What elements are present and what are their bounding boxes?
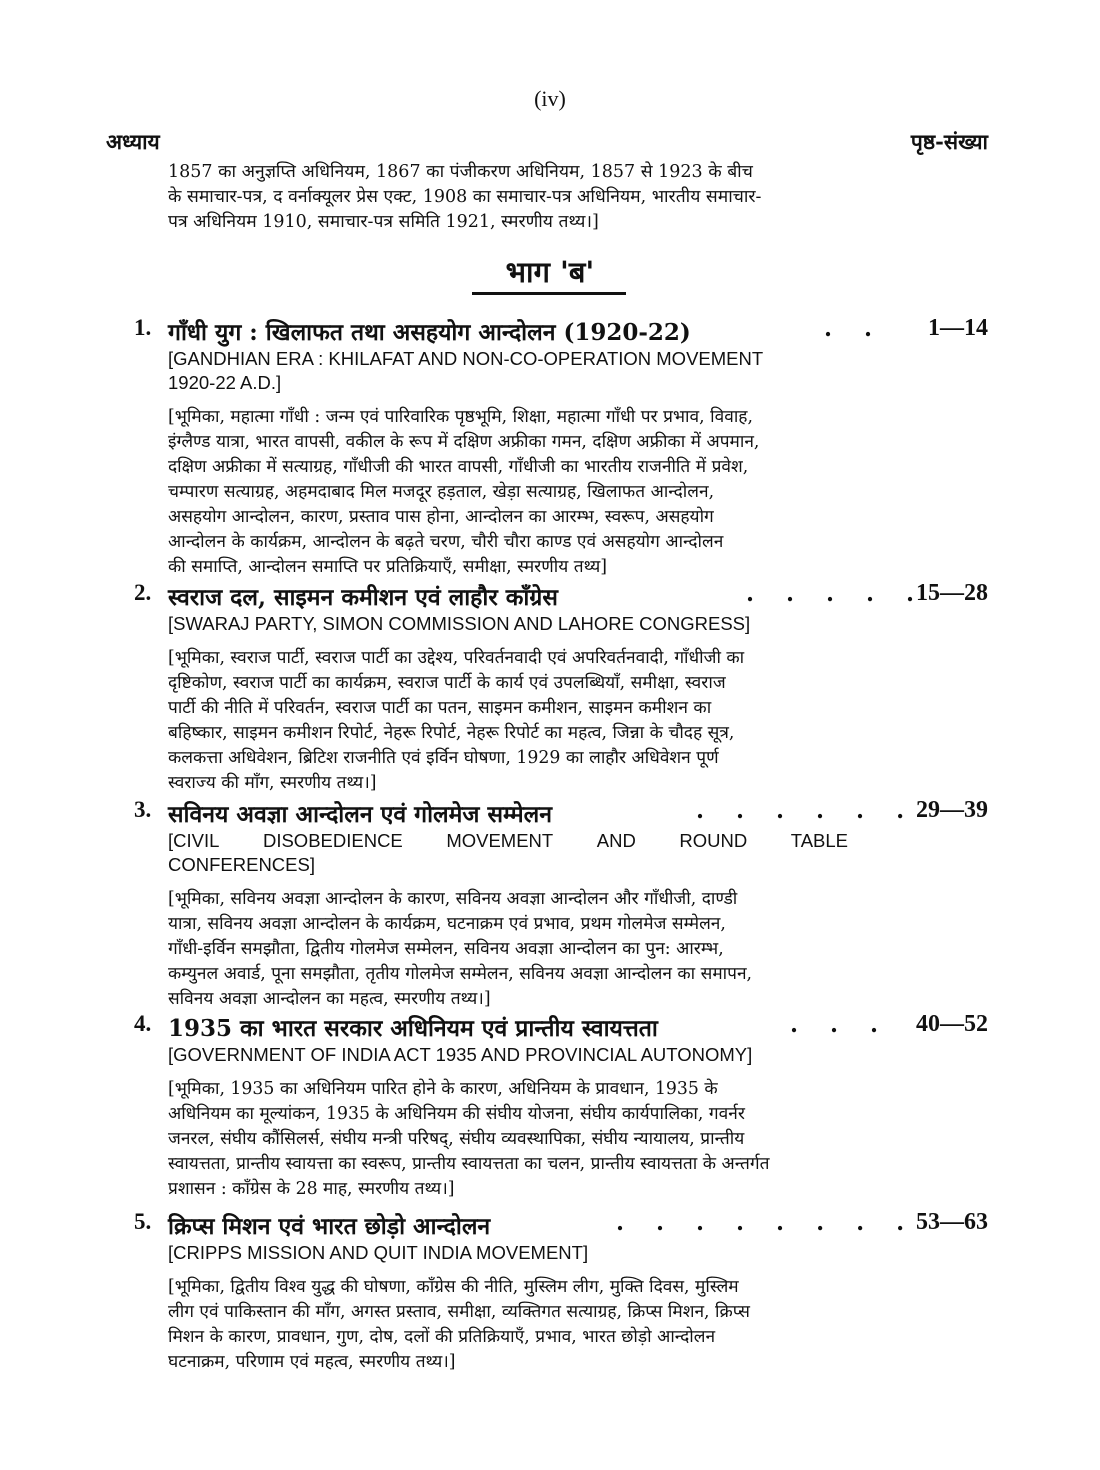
toc-entry-4[interactable] <box>134 1011 994 1202</box>
chapter-title: सविनय अवज्ञा आन्दोलन एवं गोलमेज सम्मेलन <box>168 801 553 828</box>
desc-line: घटनाक्रम, परिणाम एवं महत्व, स्मरणीय तथ्य।] <box>168 1352 456 1372</box>
english-line: [SWARAJ PARTY, SIMON COMMISSION AND LAHORE CONGRESS] <box>168 613 751 634</box>
desc-line: स्वराज्य की माँग, स्मरणीय तथ्य।] <box>168 773 377 793</box>
desc-line: प्रशासन : काँग्रेस के 28 माह, स्मरणीय तथ्य।] <box>168 1179 455 1199</box>
part-title-underline <box>472 292 626 295</box>
chapter-description <box>168 646 848 796</box>
chapter-description <box>168 1077 848 1202</box>
toc-entry-5[interactable] <box>134 1209 994 1375</box>
desc-line: आन्दोलन के कार्यक्रम, आन्दोलन के बढ़ते चरण, चौरी चौरा काण्ड एवं असहयोग आन्दोलन <box>168 532 724 552</box>
desc-line: कलकत्ता अधिवेशन, ब्रिटिश राजनीति एवं इर्विन घोषणा, 1929 का लाहौर अधिवेशन पूर्ण <box>168 748 719 768</box>
page-number-column-header: पृष्ठ-संख्या <box>910 129 988 154</box>
carryover-line: पत्र अधिनियम 1910, समाचार-पत्र समिति 1921, स्मरणीय तथ्य।] <box>168 212 599 232</box>
leader-dots: . . . . . <box>746 580 927 607</box>
desc-line: [भूमिका, 1935 का अधिनियम पारित होने के कारण, अधिनियम के प्रावधान, 1935 के <box>168 1079 718 1099</box>
chapter-number: 2. <box>134 580 152 605</box>
desc-line: स्वायत्तता, प्रान्तीय स्वायत्ता का स्वरूप, प्रान्तीय स्वायत्तता का चलन, प्रान्तीय स्वायत्तता के अन्तर्गत <box>168 1154 770 1174</box>
toc-entry-1[interactable] <box>134 315 994 580</box>
chapter-number: 1. <box>134 315 152 340</box>
leader-dots: . . <box>824 315 885 342</box>
desc-line: मिशन के कारण, प्रावधान, गुण, दोष, दलों की प्रतिक्रियाएँ, प्रभाव, भारत छोड़ो आन्दोलन <box>168 1327 716 1347</box>
carryover-text <box>168 160 848 235</box>
english-line: CONFERENCES] <box>168 854 315 875</box>
desc-line: दृष्टिकोण, स्वराज पार्टी का कार्यक्रम, स्वराज पार्टी के कार्य एवं उपलब्धियाँ, समीक्षा, स्वराज <box>168 673 726 693</box>
desc-line: [भूमिका, सविनय अवज्ञा आन्दोलन के कारण, सविनय अवज्ञा आन्दोलन और गाँधीजी, दाण्डी <box>168 889 738 909</box>
chapter-english-title <box>168 1241 848 1265</box>
part-title: भाग 'ब' <box>505 255 595 289</box>
desc-line: गाँधी-इर्विन समझौता, द्वितीय गोलमेज सम्मेलन, सविनय अवज्ञा आन्दोलन का पुन: आरम्भ, <box>168 939 724 959</box>
chapter-pages: 29—39 <box>916 797 988 823</box>
chapter-description <box>168 405 848 580</box>
desc-line: अधिनियम का मूल्यांकन, 1935 के अधिनियम की संघीय योजना, संघीय कार्यपालिका, गवर्नर <box>168 1104 745 1124</box>
desc-line: चम्पारण सत्याग्रह, अहमदाबाद मिल मजदूर हड़ताल, खेड़ा सत्याग्रह, खिलाफत आन्दोलन, <box>168 482 715 502</box>
chapter-pages: 1—14 <box>928 315 988 341</box>
desc-line: सविनय अवज्ञा आन्दोलन का महत्व, स्मरणीय तथ्य।] <box>168 989 491 1009</box>
desc-line: कम्युनल अवार्ड, पूना समझौता, तृतीय गोलमेज सम्मेलन, सविनय अवज्ञा आन्दोलन का समापन, <box>168 964 753 984</box>
desc-line: की समाप्ति, आन्दोलन समाप्ति पर प्रतिक्रियाएँ, समीक्षा, स्मरणीय तथ्य] <box>168 557 608 577</box>
english-word: MOVEMENT <box>446 830 554 851</box>
chapter-title: क्रिप्स मिशन एवं भारत छोड़ो आन्दोलन <box>168 1213 491 1240</box>
chapter-english-title <box>168 612 848 636</box>
chapter-description <box>168 887 848 1012</box>
desc-line: इंग्लैण्ड यात्रा, भारत वापसी, वकील के रूप में दक्षिण अफ्रीका गमन, दक्षिण अफ्रीका में अपमान, <box>168 432 760 452</box>
desc-line: असहयोग आन्दोलन, कारण, प्रस्ताव पास होना, आन्दोलन का आरम्भ, स्वरूप, असहयोग <box>168 507 714 527</box>
chapter-pages: 53—63 <box>916 1209 988 1235</box>
chapter-description <box>168 1275 848 1375</box>
carryover-line: 1857 का अनुज्ञप्ति अधिनियम, 1867 का पंजीकरण अधिनियम, 1857 से 1923 के बीच <box>168 162 753 182</box>
leader-dots: . . . . . . <box>696 797 917 824</box>
chapter-title: 1935 का भारत सरकार अधिनियम एवं प्रान्तीय स्वायत्तता <box>168 1015 658 1042</box>
desc-line: पार्टी की नीति में परिवर्तन, स्वराज पार्टी का पतन, साइमन कमीशन, साइमन कमीशन का <box>168 698 712 718</box>
chapter-title: स्वराज दल, साइमन कमीशन एवं लाहौर काँग्रेस <box>168 584 558 611</box>
english-line: [GOVERNMENT OF INDIA ACT 1935 AND PROVINCIAL AUTONOMY] <box>168 1044 753 1065</box>
toc-entry-3[interactable] <box>134 797 994 1012</box>
desc-line: जनरल, संघीय कौंसिलर्स, संघीय मन्त्री परिषद्, संघीय व्यवस्थापिका, संघीय न्यायालय, प्रान्तीय <box>168 1129 745 1149</box>
desc-line: [भूमिका, द्वितीय विश्व युद्ध की घोषणा, काँग्रेस की नीति, मुस्लिम लीग, मुक्ति दिवस, मुस्लिम <box>168 1277 739 1297</box>
desc-line: लीग एवं पाकिस्तान की माँग, अगस्त प्रस्ताव, समीक्षा, व्यक्तिगत सत्याग्रह, क्रिप्स मिशन, क्रिप्स <box>168 1302 750 1322</box>
english-line <box>168 829 848 853</box>
chapter-english-title <box>168 829 848 877</box>
english-word: TABLE <box>790 830 848 851</box>
chapter-english-title <box>168 347 848 395</box>
chapter-pages: 15—28 <box>916 580 988 606</box>
desc-line: दक्षिण अफ्रीका में सत्याग्रह, गाँधीजी की भारत वापसी, गाँधीजी का भारतीय राजनीति में प्रवेश, <box>168 457 749 477</box>
chapter-english-title <box>168 1043 848 1067</box>
chapter-column-header: अध्याय <box>106 129 160 154</box>
english-word: [CIVIL <box>168 830 220 851</box>
english-word: DISOBEDIENCE <box>262 830 403 851</box>
chapter-number: 3. <box>134 797 152 822</box>
english-line: [GANDHIAN ERA : KHILAFAT AND NON-CO-OPERATION MOVEMENT <box>168 348 764 369</box>
chapter-title: गाँधी युग : खिलाफत तथा असहयोग आन्दोलन (1920-22) <box>168 319 691 346</box>
chapter-number: 4. <box>134 1011 152 1036</box>
desc-line: [भूमिका, स्वराज पार्टी, स्वराज पार्टी का उद्देश्य, परिवर्तनवादी एवं अपरिवर्तनवादी, गाँधीजी का <box>168 648 745 668</box>
english-word: AND <box>596 830 636 851</box>
leader-dots: . . . <box>790 1011 891 1038</box>
page-label: (iv) <box>534 86 566 111</box>
carryover-line: के समाचार-पत्र, द वर्नाक्यूलर प्रेस एक्ट, 1908 का समाचार-पत्र अधिनियम, भारतीय समाचार- <box>168 187 762 207</box>
desc-line: यात्रा, सविनय अवज्ञा आन्दोलन के कार्यक्रम, घटनाक्रम एवं प्रभाव, प्रथम गोलमेज सम्मेलन, <box>168 914 726 934</box>
chapter-number: 5. <box>134 1209 152 1234</box>
chapter-pages: 40—52 <box>916 1011 988 1037</box>
desc-line: [भूमिका, महात्मा गाँधी : जन्म एवं पारिवारिक पृष्ठभूमि, शिक्षा, महात्मा गाँधी पर प्रभाव, विवाह, <box>168 407 753 427</box>
english-line: [CRIPPS MISSION AND QUIT INDIA MOVEMENT] <box>168 1242 589 1263</box>
leader-dots: . . . . . . . . <box>616 1209 917 1236</box>
english-word: ROUND <box>679 830 748 851</box>
english-line: 1920-22 A.D.] <box>168 372 282 393</box>
toc-entry-2[interactable] <box>134 580 994 796</box>
desc-line: बहिष्कार, साइमन कमीशन रिपोर्ट, नेहरू रिपोर्ट, नेहरू रिपोर्ट का महत्व, जिन्ना के चौदह सूत्र, <box>168 723 735 743</box>
